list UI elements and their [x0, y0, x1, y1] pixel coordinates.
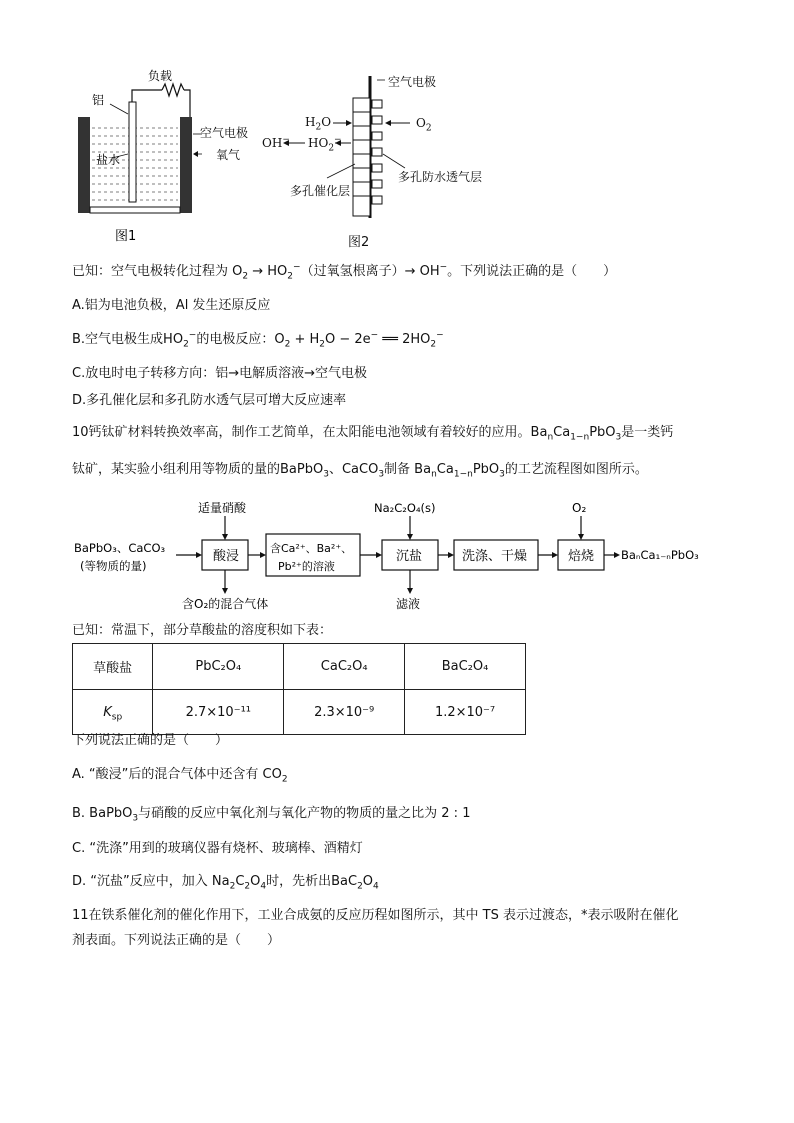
flow-precipitate: 沉盐	[396, 549, 423, 564]
fig2-o2-label: $O_2$	[416, 116, 432, 134]
flow-solution-line2: Pb²⁺的溶液	[278, 560, 335, 573]
fig2-membrane-label: 多孔防水透气层	[398, 170, 483, 184]
process-flow-diagram	[72, 500, 722, 615]
fig2-caption: 图2	[348, 235, 370, 250]
ksp-table	[72, 643, 526, 735]
flow-product: BaₙCa₁₋ₙPbO₃	[621, 548, 699, 562]
table-cell: 2.3×10⁻⁹	[284, 690, 405, 735]
flow-roast: 焙烧	[568, 549, 595, 564]
table-cell: 1.2×10⁻⁷	[405, 690, 526, 735]
fig2-ho2-label: $HO_2^-$	[308, 135, 342, 154]
q11-line1: 11在铁系催化剂的催化作用下，工业合成氨的反应历程如图所示，其中 TS 表示过渡态，*表示吸附在催化	[72, 908, 679, 923]
fig2-air-electrode-label: 空气电极	[388, 75, 437, 89]
q9-option-d: D.多孔催化层和多孔防水透气层可增大反应速率	[72, 393, 347, 408]
flow-solution-line1: 含Ca²⁺、Ba²⁺、	[270, 542, 353, 555]
fig1-load-label: 负载	[148, 69, 173, 83]
fig1-caption: 图1	[115, 229, 137, 242]
q10-option-a: A. “酸浸”后的混合气体中还含有 $CO_2$	[72, 767, 288, 785]
q9-option-b: B.空气电极生成$HO_2^-$的电极反应：$O_2 + H_2O - 2e^-$ ══ $2HO_2^-$	[72, 330, 444, 350]
q10-stem: 下列说法正确的是（ ）	[72, 733, 229, 748]
q9-known: 已知：空气电极转化过程为 $O_2 \to HO_2^-$（过氧氢根离子）→ OH−。下列说法正确的是（ ）	[72, 262, 617, 282]
table-intro: 已知：常温下，部分草酸盐的溶度积如下表：	[72, 623, 333, 638]
table-row-label: $K_{sp}$	[73, 690, 153, 735]
q10-option-c: C. “洗涤”用到的玻璃仪器有烧杯、玻璃棒、酒精灯	[72, 841, 363, 856]
flow-reactants: BaPbO₃、CaCO₃	[74, 541, 166, 555]
flow-na2c2o4: Na₂C₂O₄(s)	[374, 501, 436, 515]
flow-reactants-note: (等物质的量)	[80, 559, 147, 573]
flow-wash-dry: 洗涤、干燥	[462, 549, 528, 564]
flow-o2: O₂	[572, 501, 587, 515]
q9-option-c: C.放电时电子转移方向：铝→电解质溶液→空气电极	[72, 366, 367, 381]
flow-filtrate: 滤液	[396, 597, 421, 611]
table-cell: 2.7×10⁻¹¹	[153, 690, 284, 735]
figure-1-battery	[70, 62, 220, 242]
flow-acid-leach: 酸浸	[213, 549, 240, 564]
flow-nitric-acid: 适量硝酸	[198, 501, 247, 515]
fig2-oh-label: OH−	[262, 135, 290, 150]
q10-intro-line1: 10钙钛矿材料转换效率高，制作工艺简单，在太阳能电池领域有着较好的应用。$Ba_nCa_{1-n}PbO_3$是一类钙	[72, 425, 674, 443]
figure-2-electrode	[255, 68, 495, 248]
q11-line2: 剂表面。下列说法正确的是（ ）	[72, 933, 281, 948]
flow-gas: 含O₂的混合气体	[182, 597, 269, 611]
fig1-air-electrode-label: 空气电极	[200, 126, 249, 140]
table-header-cell: CaC₂O₄	[284, 644, 405, 690]
fig2-catalyst-label: 多孔催化层	[290, 184, 351, 198]
fig1-brine-label: 盐水	[96, 153, 121, 167]
fig1-oxygen-label: 氧气	[216, 148, 241, 162]
q10-intro-line2: 钛矿，某实验小组利用等物质的量的BaPbO$_3$、CaCO$_3$制备 $Ba_nCa_{1-n}PbO_3$的工艺流程图如图所示。	[72, 462, 648, 480]
fig1-aluminum-label: 铝	[92, 93, 105, 107]
fig2-h2o-label: $H_2O$	[305, 115, 332, 133]
q10-option-b: B. BaPbO$_3$与硝酸的反应中氧化剂与氧化产物的物质的量之比为 2 : 1	[72, 806, 471, 824]
q9-option-a: A.铝为电池负极，Al 发生还原反应	[72, 298, 271, 313]
table-header-row	[73, 644, 526, 690]
q10-option-d: D. “沉盐”反应中，加入 $Na_2C_2O_4$时，先析出$BaC_2O_4$	[72, 874, 379, 892]
table-row	[73, 690, 526, 735]
table-header-cell: PbC₂O₄	[153, 644, 284, 690]
table-header-cell: 草酸盐	[73, 644, 153, 690]
table-header-cell: BaC₂O₄	[405, 644, 526, 690]
